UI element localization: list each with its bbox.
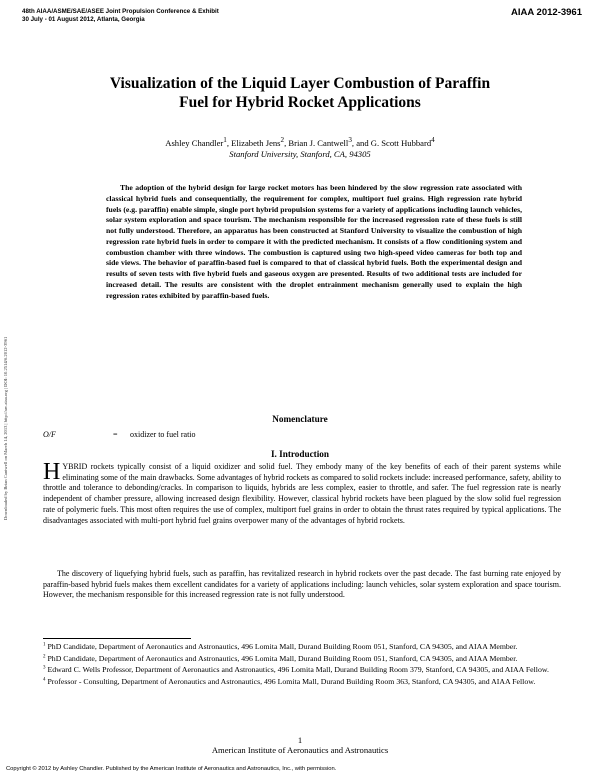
conference-dates: 30 July - 01 August 2012, Atlanta, Georgia [22,16,145,23]
organization-footer: American Institute of Aeronautics and Astronautics [211,745,389,755]
nomenclature-definition: oxidizer to fuel ratio [130,430,196,439]
title-line-2: Fuel for Hybrid Rocket Applications [179,94,421,111]
author-list [60,138,540,148]
introduction-heading: I. Introduction [270,449,330,459]
author-mark: 3 [348,136,352,145]
footnote-mark: 1 [43,642,46,648]
footnote-text: Professor - Consulting, Department of Aeronautics and Astronautics, 496 Lomita Mall, Durand Building Room 363, Stanford, CA 94305, and AIAA Fellow. [47,676,536,686]
download-note-text: Downloaded by Brian Cantwell on March 14, 2013 | http://arc.aiaa.org | DOI: 10.2514/6.2012-3961 [3,336,8,520]
nomenclature-equals: = [113,430,118,439]
copyright-notice: Copyright © 2012 by Ashley Chandler. Published by the American Institute of Aeronautics and Astronautics, Inc., with permission. [6,766,337,772]
author-mark: 1 [223,136,227,145]
author-name: G. Scott Hubbard [370,138,432,148]
footnote [43,654,561,665]
author-mark: 2 [280,136,285,145]
author-separator: , [284,138,289,148]
paper-number: AIAA 2012-3961 [511,7,582,18]
conference-name: 48th AIAA/ASME/SAE/ASEE Joint Propulsion Conference & Exhibit [22,8,219,15]
nomenclature-heading: Nomenclature [272,414,328,424]
footnote-mark: 2 [43,654,46,659]
footnote-text: PhD Candidate, Department of Aeronautics and Astronautics, 496 Lomita Mall, Durand Building Room 051, Stanford, CA 94305, and AIAA Member. [47,642,518,651]
drop-cap: H [43,459,61,485]
footnote-text: Edward C. Wells Professor, Department of Aeronautics and Astronautics, 496 Lomita Mall, Durand Building Room 379, Stanford, CA 94305, and AIAA Fellow. [47,665,549,675]
footnote-mark: 3 [43,665,46,671]
author-mark: 4 [431,136,435,145]
title-line-1: Visualization of the Liquid Layer Combustion of Paraffin [109,75,491,92]
intro-paragraph-2: The discovery of liquefying hybrid fuels, such as paraffin, has revitalized research in hybrid rockets over the past decade. The fast burning rate enjoyed by paraffin-based hybrid fuels makes them excellent candidates for a variety of applications including: launch vehicles, solar system exploration and space tourism. However, the mechanism responsible for this increased regression rate is not fully understood. [43,569,561,600]
footnote [43,677,561,688]
author-name: Brian J. Cantwell [288,138,349,148]
footnote-text: PhD Candidate, Department of Aeronautics and Astronautics, 496 Lomita Mall, Durand Building Room 051, Stanford, CA 94305, and AIAA Member. [47,653,518,663]
footnote [43,665,561,676]
footnote [43,642,561,653]
nomenclature-symbol: O/F [43,430,56,439]
footnotes [43,642,561,688]
abstract: The adoption of the hybrid design for large rocket motors has been hindered by the slow regression rate associated with classical hybrid fuels and consequentially, the requirement for complex, multiport fuel grains. High regression rate hybrid fuels (e.g. paraffin) enable simple, single port hybrid propulsion systems for a variety of applications including launch vehicles, solar system exploration and space tourism. The mechanism responsible for the increased regression rate of these fuels is still not fully understood. Therefore, an apparatus has been constructed at Stanford University to visualize the combustion of high regression rate hybrid fuels in order to compare it with the predicted mechanism. It consists of a flow conditioning system and combustion chamber with three windows. The combustion is captured using two high-speed video cameras for both top and side views. The behavior of paraffin-based fuel is compared to that of classical hybrid fuels. Both the experimental design and results of seven tests with five hybrid fuels and gaseous oxygen are presented. Results of two additional tests are included for increased detail. The results are consistent with the droplet entrainment mechanism generally used to explain the high regression rates exhibited by paraffin-based fuels. [106,183,522,300]
intro-paragraph-1 [43,459,561,526]
paper-title [60,74,540,112]
download-watermark [3,270,13,520]
intro-paragraph-1-text: YBRID rockets typically consist of a liquid oxidizer and solid fuel. They embody many of the key benefits of each of their parent systems while eliminating some of the main drawbacks. Some advantages of hybrid rockets as compared to solid rockets include: increased performance, safety, ability to throttle and tolerance to debonding/cracks. In comparison to liquids, hybrids are less complex, easier to throttle, and safer. The fuel regression rate is nearly independent of chamber pressure, allowing increased design flexibility. However, classical hybrid rockets have been plagued by the slow solid fuel regression rate of polymeric fuels. This most often requires the use of complex, multiport fuel grains in order to obtain the thrust rates required by typical applications. The disadvantages associated with multi-port hybrid fuel grains overpower many of the advantages of hybrid rockets. [43,462,561,525]
footnote-mark: 4 [43,677,46,683]
author-name: Ashley Chandler [165,138,224,148]
author-name: Elizabeth Jens [231,138,281,148]
affiliation: Stanford University, Stanford, CA, 94305 [229,149,371,159]
page-number: 1 [297,735,303,745]
author-separator: , and [351,138,371,148]
conference-header [22,8,219,24]
author-separator: , [226,138,232,148]
footnote-divider [43,638,191,639]
